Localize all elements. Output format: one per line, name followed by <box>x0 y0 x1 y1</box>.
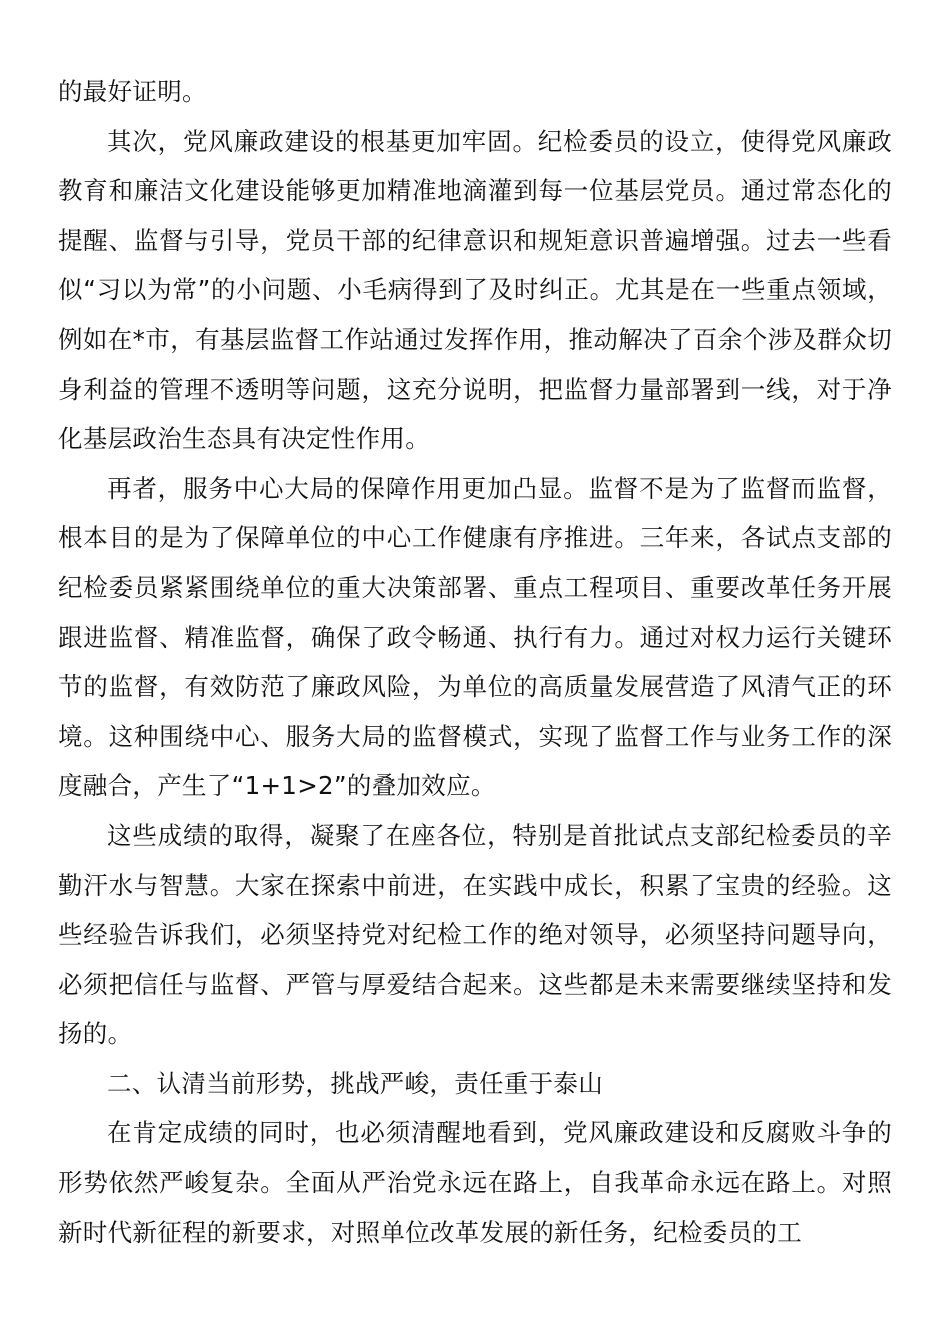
paragraph-service-center: 再者，服务中心大局的保障作用更加凸显。监督不是为了监督而监督，根本目的是为了保障单位的中心工作健康有序推进。三年来，各试点支部的纪检委员紧紧围绕单位的重大决策部署、重点工程项目、重要改革任务开展跟进监督、精准监督，确保了政令畅通、执行有力。通过对权力运行关键环节的监督，有效防范了廉政风险，为单位的高质量发展营造了风清气正的环境。这种围绕中心、服务大局的监督模式，实现了监督工作与业务工作的深度融合，产生了“1+1>2”的叠加效应。 <box>58 473 892 801</box>
paragraph-achievements: 这些成绩的取得，凝聚了在座各位，特别是首批试点支部纪检委员的辛勤汗水与智慧。大家在探索中前进，在实践中成长，积累了宝贵的经验。这些经验告诉我们，必须坚持党对纪检工作的绝对领导，必须坚持问题导向，必须把信任与监督、严管与厚爱结合起来。这些都是未来需要继续坚持和发扬的。 <box>58 820 892 1049</box>
paragraph-foundation: 其次，党风廉政建设的根基更加牢固。纪检委员的设立，使得党风廉政教育和廉洁文化建设能够更加精准地滴灌到每一位基层党员。通过常态化的提醒、监督与引导，党员干部的纪律意识和规矩意识普遍增强。过去一些看似“习以为常”的小问题、小毛病得到了及时纠正。尤其是在一些重点领域，例如在*市，有基层监督工作站通过发挥作用，推动解决了百余个涉及群众切身利益的管理不透明等问题，这充分说明，把监督力量部署到一线，对于净化基层政治生态具有决定性作用。 <box>58 126 892 454</box>
paragraph-continuation: 的最好证明。 <box>58 77 207 106</box>
section-heading: 二、认清当前形势，挑战严峻，责任重于泰山 <box>107 1068 603 1098</box>
document-body <box>58 67 892 1257</box>
paragraph-situation: 在肯定成绩的同时，也必须清醒地看到，党风廉政建设和反腐败斗争的形势依然严峻复杂。全面从严治党永远在路上，自我革命永远在路上。对照新时代新征程的新要求，对照单位改革发展的新任务，纪检委员的工 <box>58 1118 892 1247</box>
